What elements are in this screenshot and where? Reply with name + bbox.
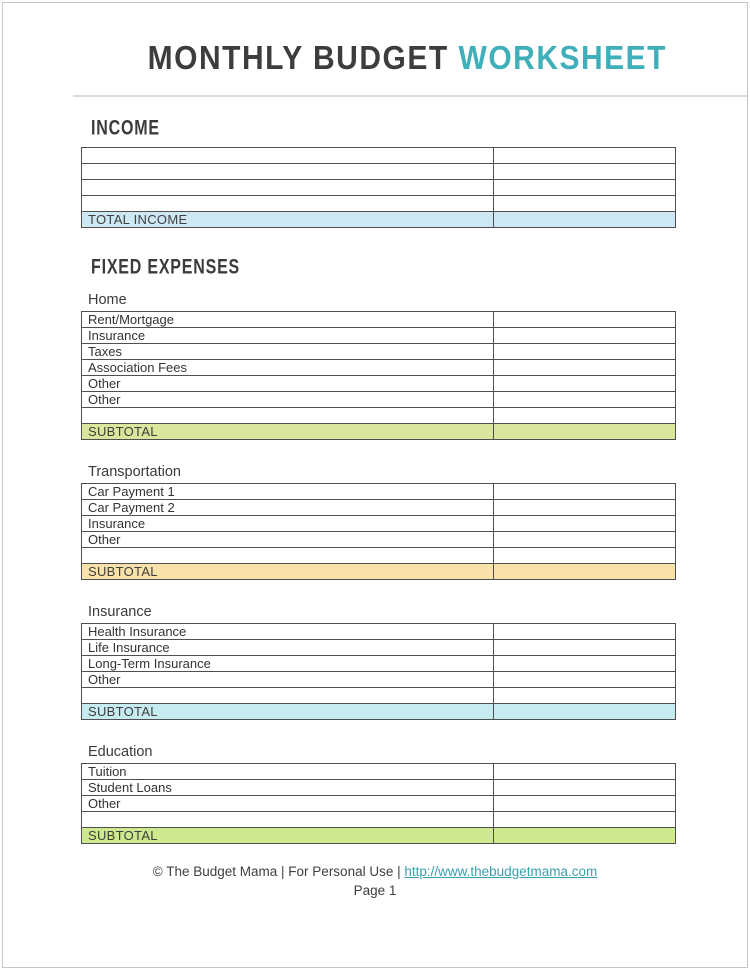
table-row [82,408,676,424]
income-amount-cell [494,164,676,180]
item-label: Insurance [82,516,494,532]
education-table [81,763,676,844]
subtotal-row-transportation [82,564,676,580]
item-label: Association Fees [82,360,494,376]
amount-cell [494,408,676,424]
item-label [82,408,494,424]
item-label: Car Payment 1 [82,484,494,500]
subtotal-amount [494,424,676,440]
amount-cell [494,764,676,780]
item-label: Long-Term Insurance [82,656,494,672]
subtotal-label: SUBTOTAL [82,704,494,720]
item-label: Insurance [82,328,494,344]
amount-cell [494,548,676,564]
item-label: Taxes [82,344,494,360]
table-row [82,764,676,780]
footer-text: © The Budget Mama | For Personal Use | [152,864,401,879]
section-name-insurance: Insurance [88,604,152,620]
table-row [82,532,676,548]
total-income-label: TOTAL INCOME [82,212,494,228]
table-row [82,656,676,672]
amount-cell [494,516,676,532]
amount-cell [494,640,676,656]
income-amount-cell [494,180,676,196]
item-label: Other [82,796,494,812]
table-row [82,360,676,376]
amount-cell [494,484,676,500]
amount-cell [494,500,676,516]
insurance-table [81,623,676,720]
item-label: Rent/Mortgage [82,312,494,328]
table-row [82,312,676,328]
income-amount-cell [494,148,676,164]
amount-cell [494,360,676,376]
subtotal-amount [494,704,676,720]
income-amount-cell [494,196,676,212]
amount-cell [494,312,676,328]
table-row [82,164,676,180]
total-income-row [82,212,676,228]
table-row [82,516,676,532]
table-row [82,500,676,516]
item-label: Other [82,392,494,408]
item-label: Other [82,532,494,548]
income-table [81,147,676,228]
table-row [82,672,676,688]
table-row [82,548,676,564]
page-title [148,39,667,79]
title-main: MONTHLY BUDGET [147,39,459,77]
table-row [82,344,676,360]
amount-cell [494,624,676,640]
item-label: Life Insurance [82,640,494,656]
item-label: Health Insurance [82,624,494,640]
table-row [82,484,676,500]
title-accent: WORKSHEET [458,39,667,77]
table-row [82,780,676,796]
fixed-expenses-heading: FIXED EXPENSES [91,256,241,279]
table-row [82,796,676,812]
item-label: Student Loans [82,780,494,796]
content [3,97,747,844]
table-row [82,328,676,344]
table-row [82,196,676,212]
item-label: Tuition [82,764,494,780]
amount-cell [494,672,676,688]
income-item-cell [82,164,494,180]
footer-link[interactable]: http://www.thebudgetmama.com [404,864,598,879]
income-item-cell [82,196,494,212]
subtotal-label: SUBTOTAL [82,424,494,440]
subtotal-label: SUBTOTAL [82,564,494,580]
table-row [82,640,676,656]
amount-cell [494,656,676,672]
income-item-cell [82,180,494,196]
item-label [82,548,494,564]
amount-cell [494,392,676,408]
section-name-home: Home [88,292,127,308]
table-row [82,392,676,408]
item-label: Car Payment 2 [82,500,494,516]
amount-cell [494,376,676,392]
item-label: Other [82,376,494,392]
header [3,3,747,79]
item-label [82,688,494,704]
worksheet-page [2,2,748,968]
subtotal-amount [494,828,676,844]
income-item-cell [82,148,494,164]
subtotal-label: SUBTOTAL [82,828,494,844]
amount-cell [494,812,676,828]
table-row [82,812,676,828]
home-table [81,311,676,440]
subtotal-row-insurance [82,704,676,720]
page-number: Page 1 [353,883,397,898]
table-row [82,180,676,196]
amount-cell [494,328,676,344]
table-row [82,376,676,392]
item-label [82,812,494,828]
amount-cell [494,532,676,548]
footer [3,864,747,898]
table-row [82,688,676,704]
income-heading: INCOME [91,117,160,140]
amount-cell [494,688,676,704]
total-income-amount [494,212,676,228]
transportation-table [81,483,676,580]
section-name-transportation: Transportation [88,464,181,480]
subtotal-row-home [82,424,676,440]
amount-cell [494,796,676,812]
table-row [82,624,676,640]
subtotal-amount [494,564,676,580]
amount-cell [494,344,676,360]
subtotal-row-education [82,828,676,844]
amount-cell [494,780,676,796]
section-name-education: Education [88,744,153,760]
table-row [82,148,676,164]
item-label: Other [82,672,494,688]
